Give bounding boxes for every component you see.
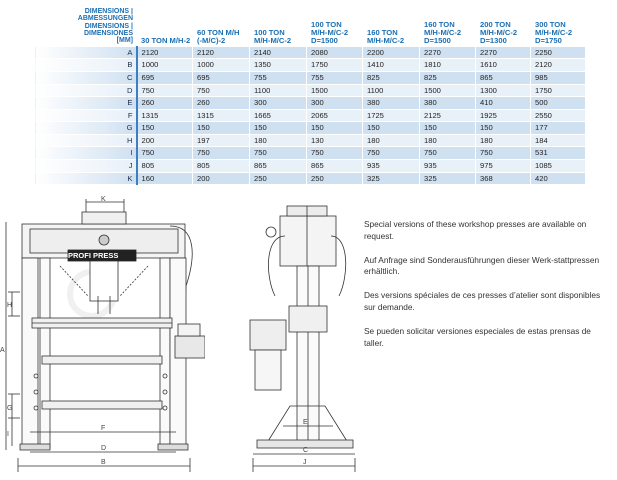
column-header-line: M/H-M/C-2 bbox=[367, 35, 405, 45]
column-header-line: M/H-M/C-2 bbox=[535, 27, 573, 37]
table-cell: 260 bbox=[193, 97, 250, 110]
table-cell: 130 bbox=[307, 134, 363, 147]
table-row bbox=[35, 172, 586, 185]
table-cell: 2120 bbox=[193, 46, 250, 59]
table-cell: 750 bbox=[250, 147, 307, 160]
table-cell: 2065 bbox=[307, 109, 363, 122]
note-spanish: Se pueden solicitar versiones especiales de estas prensas de taller. bbox=[364, 326, 591, 348]
column-header-line: (-M/C)-2 bbox=[197, 35, 226, 45]
table-cell: 755 bbox=[307, 71, 363, 84]
table-cell: 1000 bbox=[137, 59, 193, 72]
dim-label-h: H bbox=[7, 302, 13, 309]
column-header-line: M/H-M/C-2 bbox=[254, 35, 292, 45]
table-cell: 750 bbox=[193, 147, 250, 160]
dim-label-c: C bbox=[303, 447, 309, 454]
table-cell: 150 bbox=[137, 122, 193, 135]
column-header-line: 300 TON bbox=[535, 19, 566, 29]
table-row bbox=[35, 97, 586, 110]
table-cell: 2200 bbox=[363, 46, 420, 59]
table-cell: 1925 bbox=[476, 109, 531, 122]
table-cell: 200 bbox=[193, 172, 250, 185]
table-cell: 250 bbox=[307, 172, 363, 185]
dim-label-k: K bbox=[101, 196, 106, 203]
row-label: K bbox=[35, 172, 137, 185]
table-cell: 975 bbox=[476, 160, 531, 173]
table-cell: 180 bbox=[476, 134, 531, 147]
table-cell: 865 bbox=[476, 71, 531, 84]
table-cell: 1750 bbox=[307, 59, 363, 72]
table-row bbox=[35, 134, 586, 147]
table-cell: 750 bbox=[137, 84, 193, 97]
table-cell: 531 bbox=[531, 147, 586, 160]
table-row bbox=[35, 160, 586, 173]
table-cell: 1500 bbox=[420, 84, 476, 97]
table-row bbox=[35, 59, 586, 72]
table-cell: 420 bbox=[531, 172, 586, 185]
column-header bbox=[531, 8, 586, 47]
table-cell: 1315 bbox=[137, 109, 193, 122]
column-header-line: 160 TON bbox=[367, 27, 398, 37]
front-view-drawing bbox=[0, 196, 205, 480]
table-cell: 197 bbox=[193, 134, 250, 147]
table-row bbox=[35, 84, 586, 97]
row-label: A bbox=[35, 46, 137, 59]
table-cell: 184 bbox=[531, 134, 586, 147]
column-header-line: 100 TON bbox=[311, 19, 342, 29]
table-cell: 2250 bbox=[531, 46, 586, 59]
column-header-line: 60 TON M/H bbox=[197, 27, 240, 37]
table-cell: 1665 bbox=[250, 109, 307, 122]
table-cell: 1750 bbox=[531, 84, 586, 97]
column-header bbox=[137, 8, 193, 47]
row-label: D bbox=[35, 84, 137, 97]
note-french: Des versions spéciales de ces presses d’atelier sont disponibles sur demande. bbox=[364, 290, 601, 312]
table-cell: 260 bbox=[137, 97, 193, 110]
row-label: G bbox=[35, 122, 137, 135]
table-cell: 200 bbox=[137, 134, 193, 147]
side-view-drawing bbox=[245, 196, 360, 480]
table-cell: 325 bbox=[420, 172, 476, 185]
row-label: B bbox=[35, 59, 137, 72]
table-cell: 150 bbox=[307, 122, 363, 135]
table-cell: 2120 bbox=[137, 46, 193, 59]
row-label: E bbox=[35, 97, 137, 110]
column-header-line: 200 TON bbox=[480, 19, 511, 29]
table-cell: 825 bbox=[363, 71, 420, 84]
column-header bbox=[250, 8, 307, 47]
column-header bbox=[420, 8, 476, 47]
table-header bbox=[35, 8, 586, 47]
table-cell: 750 bbox=[476, 147, 531, 160]
column-header-line: M/H-M/C-2 bbox=[480, 27, 518, 37]
table-cell: 2140 bbox=[250, 46, 307, 59]
table-cell: 750 bbox=[420, 147, 476, 160]
table-cell: 1100 bbox=[250, 84, 307, 97]
table-cell: 380 bbox=[363, 97, 420, 110]
table-cell: 2550 bbox=[531, 109, 586, 122]
table-cell: 300 bbox=[250, 97, 307, 110]
table-cell: 825 bbox=[420, 71, 476, 84]
availability-notes bbox=[364, 219, 604, 362]
table-cell: 1085 bbox=[531, 160, 586, 173]
row-label: F bbox=[35, 109, 137, 122]
note-english: Special versions of these workshop presses are available on request. bbox=[364, 219, 587, 241]
table-cell: 368 bbox=[476, 172, 531, 185]
table-cell: 865 bbox=[250, 160, 307, 173]
table-body bbox=[35, 46, 586, 185]
table-cell: 1725 bbox=[363, 109, 420, 122]
table-cell: 1350 bbox=[250, 59, 307, 72]
column-header-line: D=1750 bbox=[535, 35, 562, 45]
table-cell: 1410 bbox=[363, 59, 420, 72]
table-cell: 160 bbox=[137, 172, 193, 185]
table-cell: 250 bbox=[250, 172, 307, 185]
table-cell: 2270 bbox=[476, 46, 531, 59]
table-cell: 1300 bbox=[476, 84, 531, 97]
table-cell: 805 bbox=[193, 160, 250, 173]
table-row bbox=[35, 109, 586, 122]
header-label-line: [MM] bbox=[116, 37, 133, 45]
dim-label-i: I bbox=[7, 431, 9, 438]
table-cell: 1500 bbox=[307, 84, 363, 97]
column-header-line: D=1500 bbox=[424, 35, 451, 45]
note-german: Auf Anfrage sind Sonderausführungen dieser Werk-stattpressen erhältlich. bbox=[364, 254, 600, 277]
table-cell: 180 bbox=[363, 134, 420, 147]
table-cell: 380 bbox=[420, 97, 476, 110]
column-header-line: 160 TON bbox=[424, 19, 455, 29]
dim-label-e: E bbox=[303, 419, 308, 426]
row-label: I bbox=[35, 147, 137, 160]
table-cell: 2080 bbox=[307, 46, 363, 59]
table-cell: 750 bbox=[363, 147, 420, 160]
table-cell: 2120 bbox=[531, 59, 586, 72]
table-cell: 985 bbox=[531, 71, 586, 84]
header-label-line: DIMENSIONS | ABMESSUNGEN bbox=[77, 8, 133, 23]
table-cell: 805 bbox=[137, 160, 193, 173]
table-cell: 1610 bbox=[476, 59, 531, 72]
dimensions-table bbox=[34, 7, 586, 185]
table-cell: 150 bbox=[193, 122, 250, 135]
table-cell: 500 bbox=[531, 97, 586, 110]
row-label: C bbox=[35, 71, 137, 84]
table-row bbox=[35, 122, 586, 135]
column-header-line: D=1300 bbox=[480, 35, 507, 45]
column-header bbox=[476, 8, 531, 47]
table-row bbox=[35, 46, 586, 59]
table-cell: 2125 bbox=[420, 109, 476, 122]
column-header-line: M/H-M/C-2 bbox=[424, 27, 462, 37]
dimensions-header-label bbox=[35, 8, 137, 47]
table-cell: 865 bbox=[307, 160, 363, 173]
column-header-line: 30 TON M/H-2 bbox=[141, 35, 191, 45]
dim-label-f: F bbox=[101, 425, 106, 432]
dim-label-j: J bbox=[303, 459, 307, 466]
table-cell: 2270 bbox=[420, 46, 476, 59]
table-cell: 1000 bbox=[193, 59, 250, 72]
table-cell: 750 bbox=[307, 147, 363, 160]
table-cell: 150 bbox=[476, 122, 531, 135]
row-label: H bbox=[35, 134, 137, 147]
header-label-line: DIMENSIONS | DIMENSIONES bbox=[83, 22, 133, 38]
row-label: J bbox=[35, 160, 137, 173]
table-cell: 410 bbox=[476, 97, 531, 110]
column-header-line: D=1500 bbox=[311, 35, 338, 45]
column-header-line: M/H-M/C-2 bbox=[311, 27, 349, 37]
table-cell: 300 bbox=[307, 97, 363, 110]
dim-label-a: A bbox=[0, 347, 5, 354]
table-cell: 150 bbox=[250, 122, 307, 135]
dim-label-b: B bbox=[101, 459, 106, 466]
table-cell: 695 bbox=[137, 71, 193, 84]
table-cell: 1100 bbox=[363, 84, 420, 97]
table-cell: 935 bbox=[420, 160, 476, 173]
table-cell: 1810 bbox=[420, 59, 476, 72]
column-header bbox=[193, 8, 250, 47]
table-cell: 177 bbox=[531, 122, 586, 135]
dim-label-d: D bbox=[101, 445, 107, 452]
table-cell: 150 bbox=[363, 122, 420, 135]
table-cell: 755 bbox=[250, 71, 307, 84]
table-cell: 750 bbox=[137, 147, 193, 160]
brand-plate: PROFI PRESS bbox=[68, 251, 119, 260]
column-header bbox=[363, 8, 420, 47]
table-cell: 150 bbox=[420, 122, 476, 135]
column-header-line: 100 TON bbox=[254, 27, 285, 37]
table-row bbox=[35, 71, 586, 84]
table-cell: 1315 bbox=[193, 109, 250, 122]
table-cell: 935 bbox=[363, 160, 420, 173]
dim-label-g: G bbox=[7, 405, 13, 412]
table-cell: 180 bbox=[420, 134, 476, 147]
table-cell: 750 bbox=[193, 84, 250, 97]
column-header bbox=[307, 8, 363, 47]
table-cell: 325 bbox=[363, 172, 420, 185]
table-cell: 695 bbox=[193, 71, 250, 84]
table-row bbox=[35, 147, 586, 160]
table-cell: 180 bbox=[250, 134, 307, 147]
